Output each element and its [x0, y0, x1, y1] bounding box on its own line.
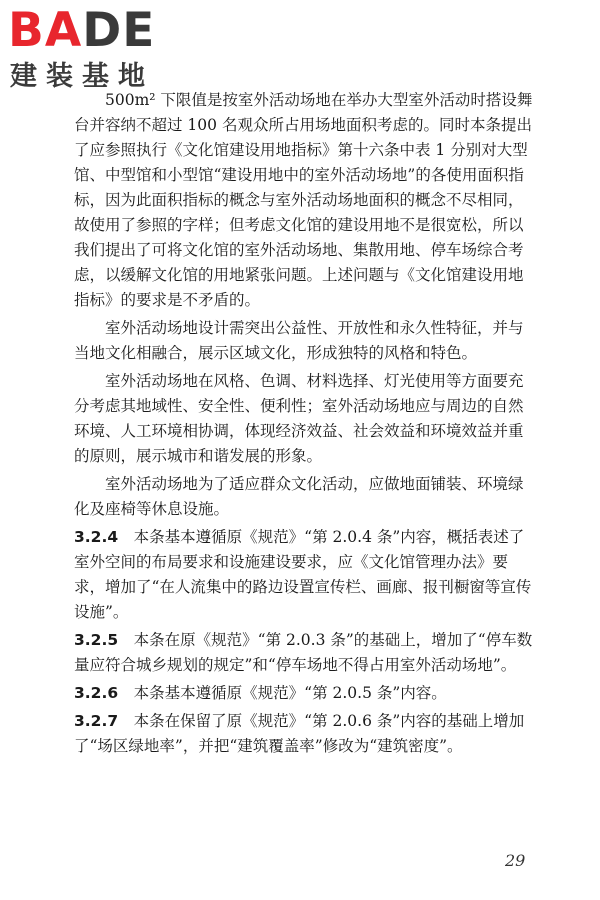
- logo-letter-b: B: [8, 3, 45, 58]
- clause-number: 3.2.5: [74, 631, 119, 649]
- clause-text: 本条在保留了原《规范》“第 2.0.6 条”内容的基础上增加了“场区绿地率”，并把“建筑覆盖率”修改为“建筑密度”。: [74, 712, 525, 755]
- logo-letter-a: A: [44, 3, 83, 58]
- paragraph: 室外活动场地为了适应群众文化活动，应做地面铺装、环境绿化及座椅等休息设施。: [74, 475, 524, 518]
- logo-letters-de: DE: [82, 3, 156, 58]
- page-number: 29: [505, 851, 526, 870]
- brand-logo: [8, 3, 178, 92]
- clause-3-2-4: [74, 525, 536, 625]
- document-body: [74, 88, 536, 759]
- clause-number: 3.2.6: [74, 684, 119, 702]
- paragraph-continuation: 500m² 下限值是按室外活动场地在举办大型室外活动时搭设舞台并容纳不超过 100 名观众所占用场地面积考虑的。同时本条提出了应参照执行《文化馆建设用地指标》第十六条中表 1 分别对大型馆、中型馆和小型馆“建设用地中的室外活动场地”的各使用面积指标，因为此面积指标的概念与室外活动场地面积的概念不尽相同，故使用了参照的字样；但考虑文化馆的建设用地不是很宽松，所以我们提出了可将文化馆的室外活动场地、集散用地、停车场综合考虑，以缓解文化馆的用地紧张问题。上述问题与《文化馆建设用地指标》的要求是不矛盾的。: [74, 91, 533, 309]
- clause-3-2-5: [74, 628, 536, 678]
- clause-text: 本条基本遵循原《规范》“第 2.0.4 条”内容，概括表述了室外空间的布局要求和设施建设要求，应《文化馆管理办法》要求，增加了“在人流集中的路边设置宣传栏、画廊、报刊橱窗等宣传设施”。: [74, 528, 532, 621]
- paragraph: 室外活动场地在风格、色调、材料选择、灯光使用等方面要充分考虑其地域性、安全性、便利性；室外活动场地应与周边的自然环境、人工环境相协调，体现经济效益、社会效益和环境效益并重的原则，展示城市和谐发展的形象。: [74, 372, 524, 465]
- paragraph: 室外活动场地设计需突出公益性、开放性和永久性特征，并与当地文化相融合，展示区域文化，形成独特的风格和特色。: [74, 319, 524, 362]
- clause-text: 本条基本遵循原《规范》“第 2.0.5 条”内容。: [133, 684, 447, 702]
- logo-subtitle: 建装基地: [10, 61, 154, 92]
- clause-number: 3.2.4: [74, 528, 119, 546]
- clause-text: 本条在原《规范》“第 2.0.3 条”的基础上，增加了“停车数量应符合城乡规划的规定”和“停车场地不得占用室外活动场地”。: [74, 631, 533, 674]
- clause-3-2-7: [74, 709, 536, 759]
- clause-number: 3.2.7: [74, 712, 119, 730]
- logo-wordmark: [8, 3, 156, 58]
- clause-3-2-6: [74, 681, 536, 706]
